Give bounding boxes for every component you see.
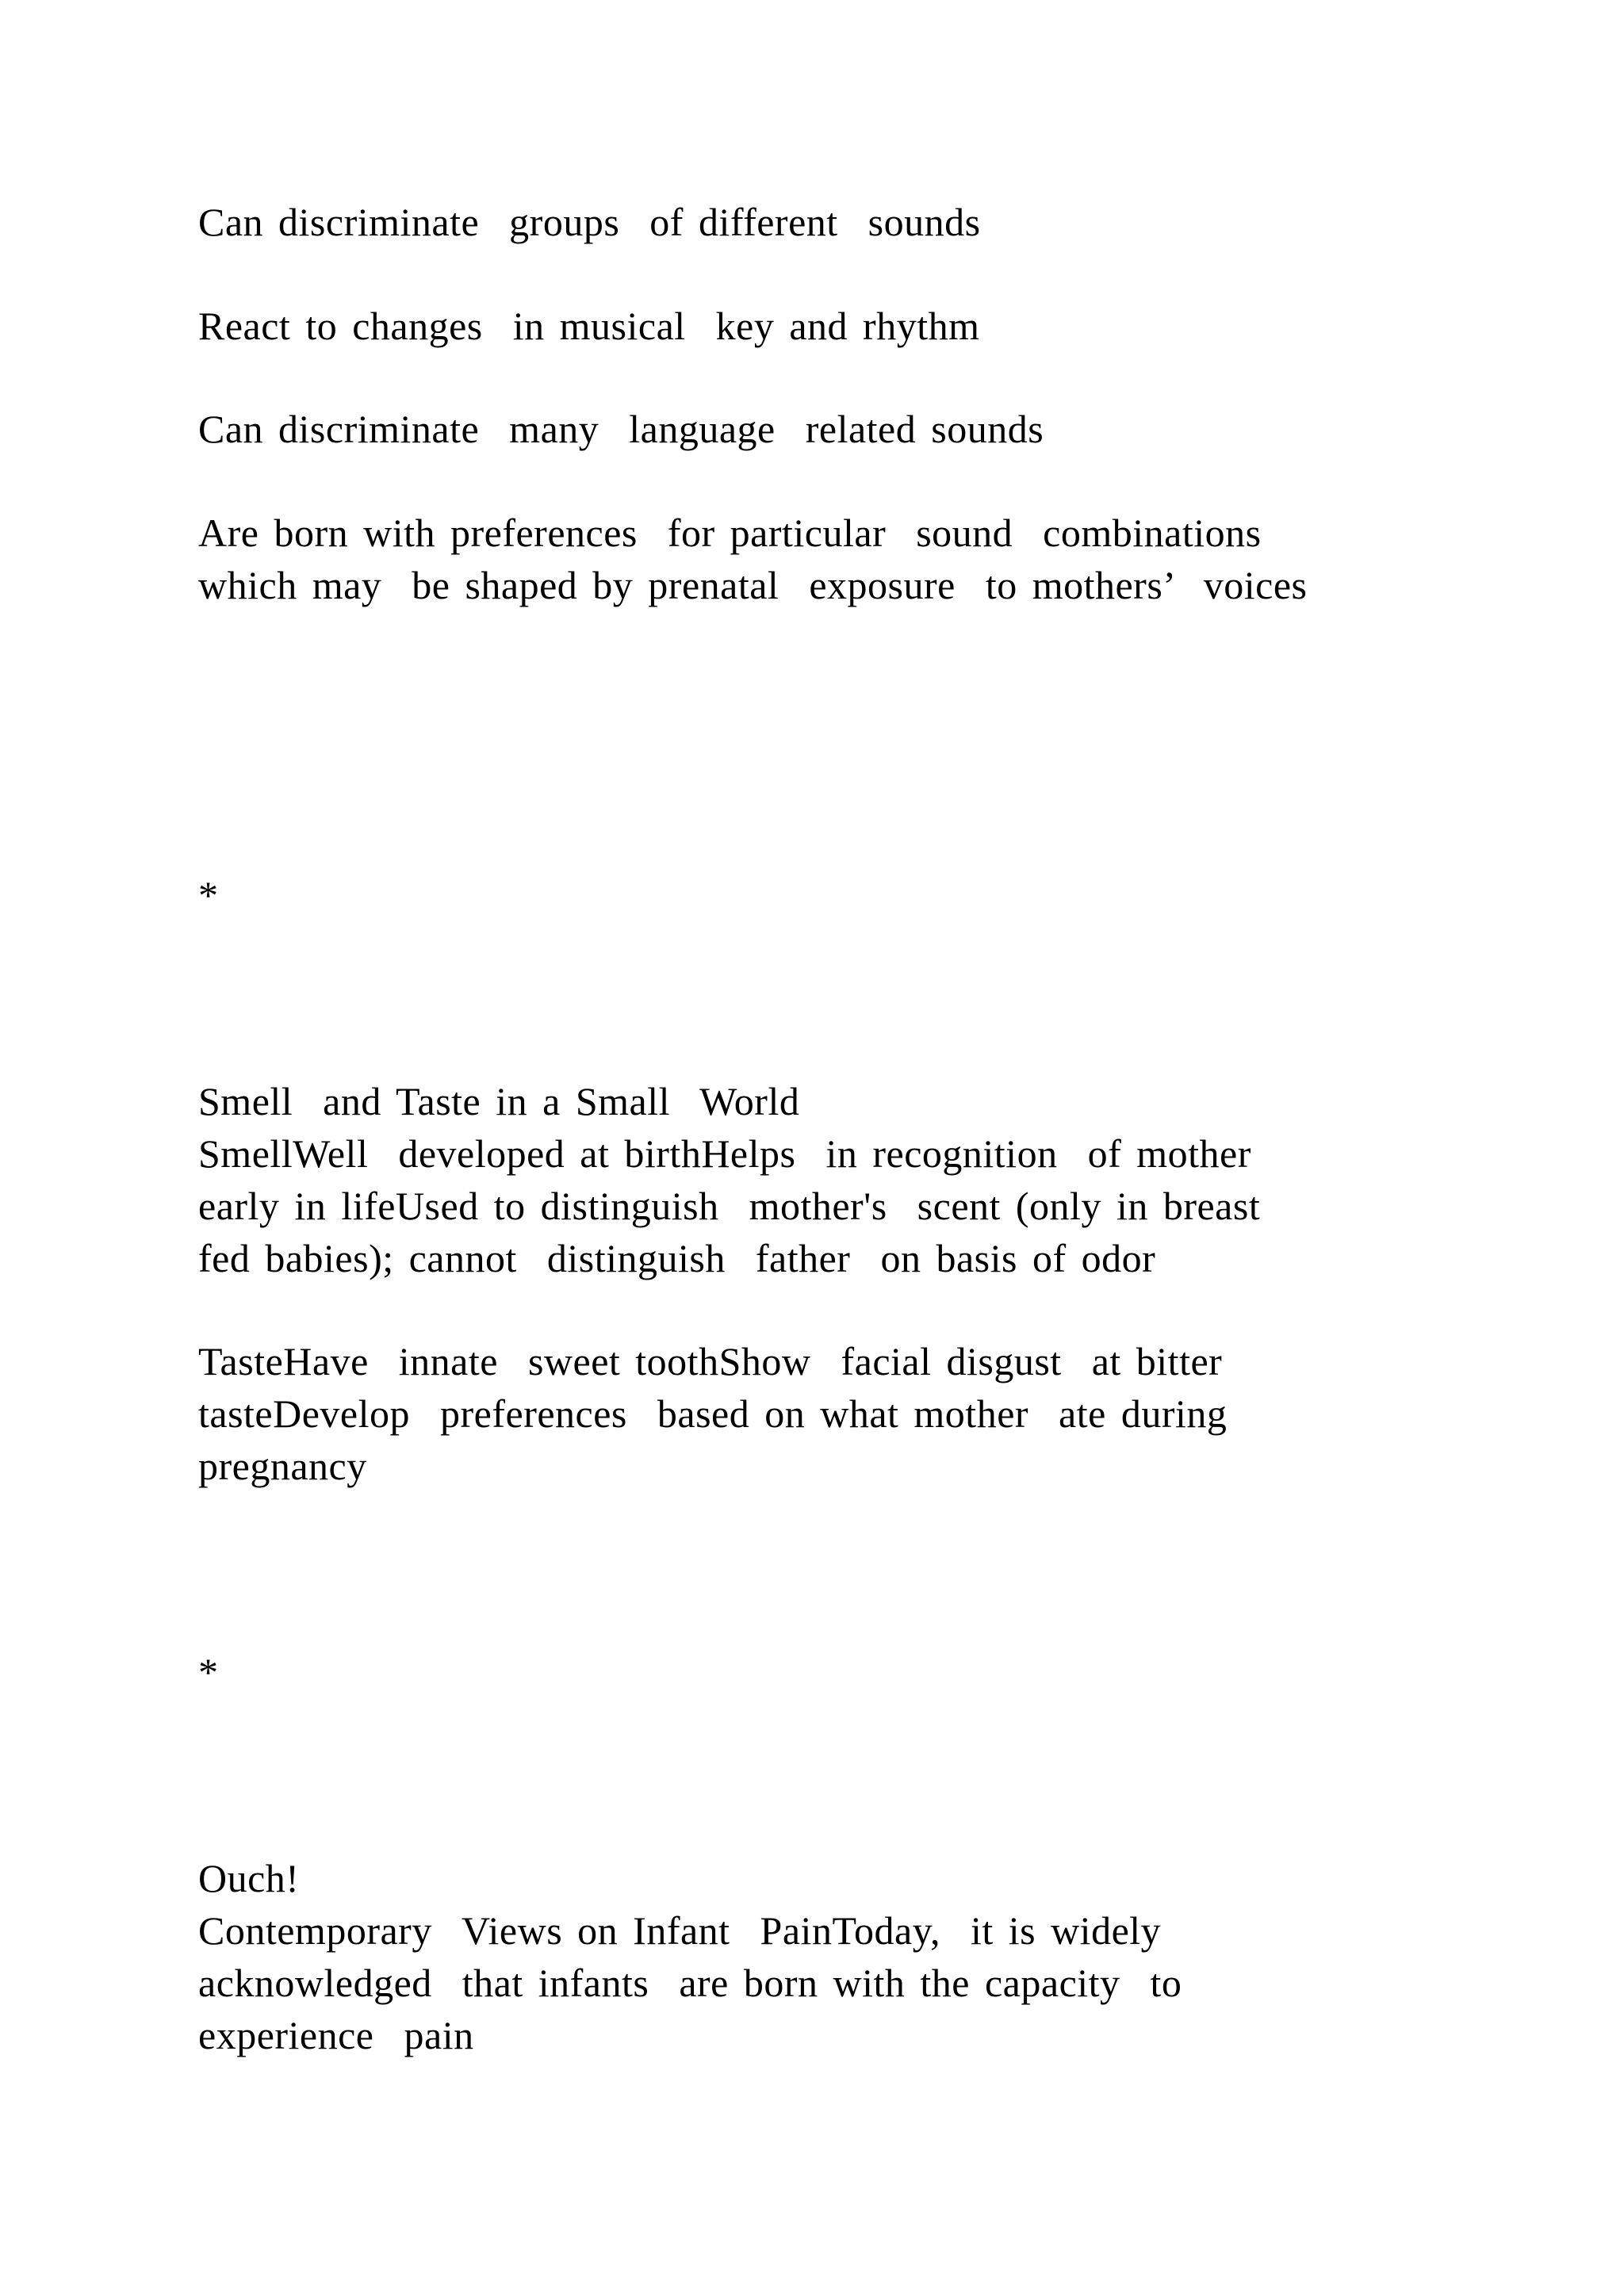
pain-title: Ouch!: [198, 1856, 300, 1900]
smell-line-1: SmellWell developed at birthHelps in recognition of mother: [198, 1131, 1251, 1176]
pain-line-3: experience pain: [198, 2013, 474, 2057]
smell-line-2: early in lifeUsed to distinguish mother's scent (only in breast: [198, 1184, 1261, 1228]
hearing-item-4-line-1: Are born with preferences for particular sound combinations: [198, 511, 1262, 555]
section-separator: *: [198, 1650, 219, 1694]
hearing-item-1: Can discriminate groups of different sounds: [198, 200, 981, 244]
taste-line-1: TasteHave innate sweet toothShow facial disgust at bitter: [198, 1339, 1223, 1383]
smell-taste-title: Smell and Taste in a Small World: [198, 1079, 800, 1123]
taste-line-3: pregnancy: [198, 1444, 367, 1488]
pain-line-2: acknowledged that infants are born with the capacity to: [198, 1961, 1182, 2005]
hearing-item-3: Can discriminate many language related sounds: [198, 407, 1044, 451]
hearing-item-2: React to changes in musical key and rhythm: [198, 304, 980, 348]
smell-line-3: fed babies); cannot distinguish father on basis of odor: [198, 1236, 1156, 1280]
pain-line-1: Contemporary Views on Infant PainToday, it is widely: [198, 1908, 1162, 1953]
section-separator: *: [198, 873, 219, 917]
hearing-item-4-line-2: which may be shaped by prenatal exposure to mothers’ voices: [198, 563, 1308, 607]
taste-line-2: tasteDevelop preferences based on what mother ate during: [198, 1391, 1228, 1436]
